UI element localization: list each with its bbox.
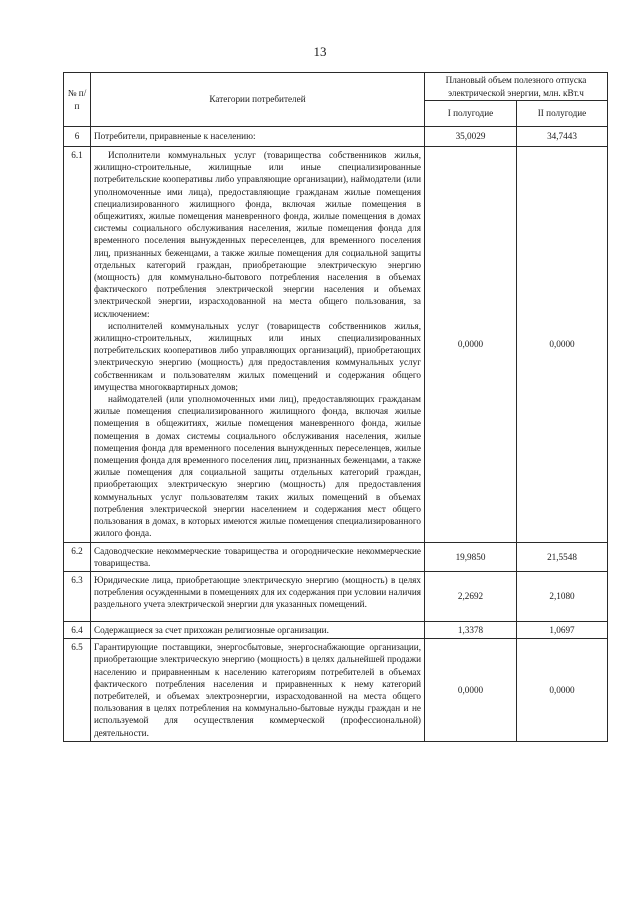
value-half2: 0,0000 — [517, 147, 608, 543]
header-category: Категории потребителей — [91, 73, 425, 127]
value-half1: 35,0029 — [425, 127, 517, 147]
row-number: 6.5 — [64, 639, 91, 742]
table-row — [64, 542, 608, 571]
value-half2: 34,7443 — [517, 127, 608, 147]
row-category — [91, 147, 425, 543]
table-row — [64, 147, 608, 543]
value-half2: 21,5548 — [517, 542, 608, 571]
value-half1: 19,9850 — [425, 542, 517, 571]
category-paragraph: Гарантирующие поставщики, энергосбытовые, энергоснабжающие организации, приобретающие электрическую энергию (мощность) в целях дальнейшей продажи населению и приравненным к населению категориям потребителей в объемах фактического потребления населения и приравненных к нему категорий потребителей, и объемах электроэнергии, израсходованной на места общего пользования в целях потребления на коммунально-бытовые нужды граждан и не используемой для осуществления коммерческой (профессиональной) деятельности. — [94, 642, 421, 738]
value-half1: 0,0000 — [425, 639, 517, 742]
table-body — [64, 127, 608, 742]
row-category — [91, 571, 425, 621]
table-row — [64, 621, 608, 638]
value-half2: 1,0697 — [517, 621, 608, 638]
row-number: 6.1 — [64, 147, 91, 543]
category-paragraph: Потребители, приравненые к населению: — [94, 131, 256, 142]
category-paragraph: Исполнители коммунальных услуг (товарищества собственников жилья, жилищно-строительные, жилищные или иные специализированные потребительские кооперативы либо управляющие организации), наймодатели (или уполномоченные ими лица), предоставляющие гражданам жилые помещения специализированного жилищного фонда, включая жилые помещения в общежитиях, жилые помещения маневренного фонда, жилые помещения в домах системы социального обслуживания населения, жилые помещения фонда для временного поселения вынужденных переселенцев, для временного поселения лиц, признанных беженцами, а также жилые помещения для социальной защиты отдельных категорий граждан, приобретающие электрическую энергию (мощность) для коммунально-бытового потребления населения в объемах фактического потребления электрической энергии населения и объемах электрической энергии, израсходованной на места общего пользования, за исключением: — [94, 150, 421, 319]
header-volume: Плановый объем полезного отпуска электрической энергии, млн. кВт.ч — [425, 73, 608, 101]
consumption-table — [63, 72, 608, 742]
row-number: 6 — [64, 127, 91, 147]
category-paragraph: Юридические лица, приобретающие электрическую энергию (мощность) в целях потребления осужденными в помещениях для их содержания при условии наличия раздельного учета электрической энергии для указанных помещений. — [94, 574, 421, 610]
row-number: 6.4 — [64, 621, 91, 638]
value-half1: 1,3378 — [425, 621, 517, 638]
row-category — [91, 639, 425, 742]
row-number: 6.2 — [64, 542, 91, 571]
row-category — [91, 127, 425, 147]
header-number: № п/п — [64, 73, 91, 127]
value-half1: 2,2692 — [425, 571, 517, 621]
row-number: 6.3 — [64, 571, 91, 621]
table-row — [64, 571, 608, 621]
header-half1: I полугодие — [425, 101, 517, 127]
value-half2: 2,1080 — [517, 571, 608, 621]
table-row — [64, 639, 608, 742]
category-paragraph: Садоводческие некоммерческие товарищества и огороднические некоммерческие товарищества. — [94, 545, 421, 568]
category-paragraph: исполнителей коммунальных услуг (товариществ собственников жилья, жилищно-строительных, жилищных или иных специализированных потребительских кооперативов либо управляющих организаций), приобретающих электрическую энергию (мощность) для предоставления коммунальных услуг собственникам и пользователям жилых помещений и содержания общего имущества многоквартирных домов; — [94, 320, 421, 392]
page-number: 13 — [313, 44, 327, 59]
value-half2: 0,0000 — [517, 639, 608, 742]
category-paragraph: Содержащиеся за счет прихожан религиозные организации. — [94, 624, 329, 635]
category-paragraph: наймодателей (или уполномоченных ими лиц), предоставляющих гражданам жилые помещения специализированного жилищного фонда, включая жилые помещения в общежитиях, жилые помещения маневренного фонда, жилые помещения в домах системы социального обслуживания населения, жилые помещения фонда для временного поселения вынужденных переселенцев, жилые помещения фонда для временного поселения лиц, признанных беженцами, а также жилые помещения для социальной защиты отдельных категорий граждан, приобретающих электрическую энергию (мощность) для предоставления коммунальных услуг пользователям таких жилых помещений в объемах потребления электрической энергии населением и содержания мест общего пользования в домах, в которых имеются жилые помещения специализированного жилого фонда. — [94, 394, 421, 539]
header-half2: II полугодие — [517, 101, 608, 127]
row-category — [91, 621, 425, 638]
value-half1: 0,0000 — [425, 147, 517, 543]
table-row — [64, 127, 608, 147]
row-category — [91, 542, 425, 571]
